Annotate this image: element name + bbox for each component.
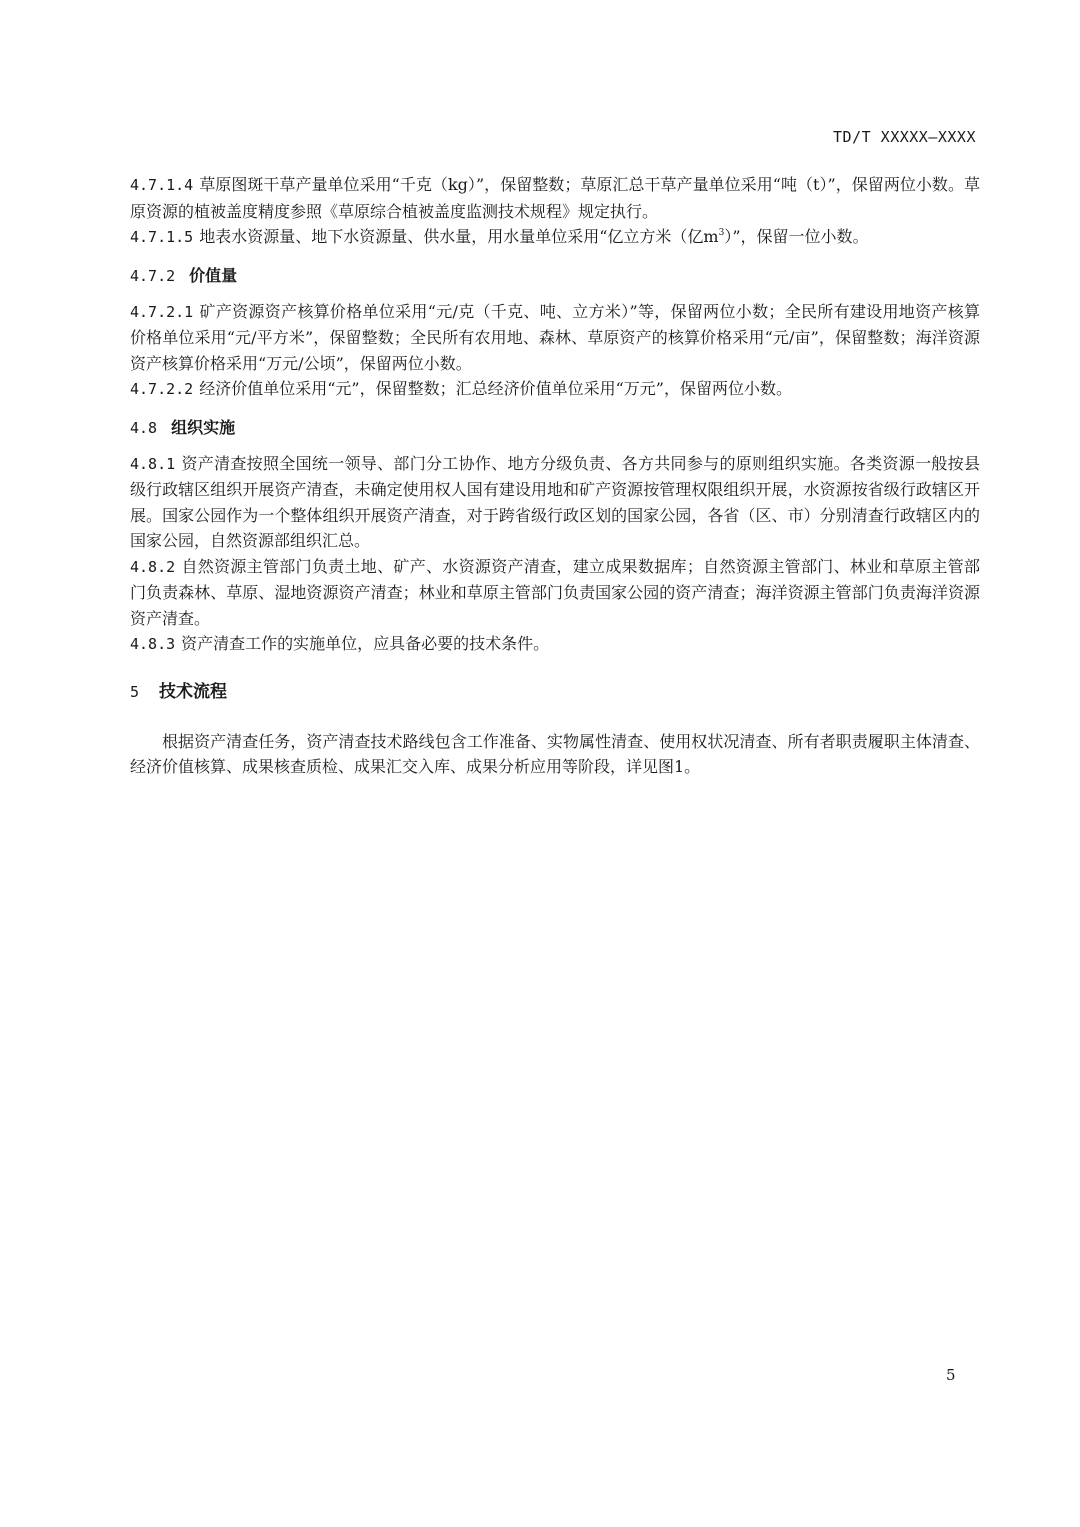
clause-4-7-2-1 <box>130 299 980 377</box>
document-body <box>130 172 980 780</box>
clause-4-8-3 <box>130 631 980 658</box>
clause-number: 4.7.1.4 <box>130 176 194 194</box>
clause-4-7-2-2 <box>130 376 980 403</box>
clause-text: 经济价值单位采用“元”，保留整数；汇总经济价值单位采用“万元”，保留两位小数。 <box>199 379 792 398</box>
clause-text: 资产清查按照全国统一领导、部门分工协作、地方分级负责、各方共同参与的原则组织实施。各类资源一般按县级行政辖区组织开展资产清查，未确定使用权人国有建设用地和矿产资源按管理权限组织开展，水资源按省级行政辖区开展。国家公园作为一个整体组织开展资产清查，对于跨省级行政区划的国家公园，各省（区、市）分别清查行政辖区内的国家公园，自然资源部组织汇总。 <box>130 453 980 550</box>
section-title: 组织实施 <box>171 417 236 437</box>
chapter-5-body: 根据资产清查任务，资产清查技术路线包含工作准备、实物属性清查、使用权状况清查、所有者职责履职主体清查、经济价值核算、成果核查质检、成果汇交入库、成果分析应用等阶段，详见图1。 <box>130 731 980 776</box>
clause-text: 矿产资源资产核算价格单位采用“元/克（千克、吨、立方米）”等，保留两位小数；全民所有建设用地资产核算价格单位采用“元/平方米”，保留整数；全民所有农用地、森林、草原资产的核算价格采用“元/亩”，保留整数；海洋资源资产核算价格采用“万元/公顷”，保留两位小数。 <box>130 301 980 373</box>
clause-4-8-1 <box>130 451 980 554</box>
clause-text: 自然资源主管部门负责土地、矿产、水资源资产清查，建立成果数据库；自然资源主管部门、林业和草原主管部门负责森林、草原、湿地资源资产清查；林业和草原主管部门负责国家公园的资产清查；海洋资源主管部门负责海洋资源资产清查。 <box>130 556 980 628</box>
clause-text: 资产清查工作的实施单位，应具备必要的技术条件。 <box>181 634 550 653</box>
clause-number: 4.7.2.2 <box>130 380 194 398</box>
clause-number: 4.8.1 <box>130 454 176 473</box>
clause-number: 4.7.1.5 <box>130 228 194 246</box>
page-number: 5 <box>946 1366 956 1384</box>
clause-number: 4.8.3 <box>130 635 176 653</box>
clause-4-7-1-5 <box>130 224 980 251</box>
clause-number: 4.8.2 <box>130 557 176 576</box>
section-heading-4-8 <box>130 415 980 441</box>
section-number: 4.8 <box>130 418 158 437</box>
clause-4-8-2 <box>130 554 980 632</box>
standard-code: TD/T XXXXX—XXXX <box>833 128 976 146</box>
clause-4-7-1-4 <box>130 172 980 224</box>
clause-number: 4.7.2.1 <box>130 302 194 321</box>
section-heading-4-7-2 <box>130 263 980 289</box>
chapter-title: 技术流程 <box>159 681 228 702</box>
section-number: 4.7.2 <box>130 266 176 285</box>
chapter-number: 5 <box>130 682 140 701</box>
clause-text: 地表水资源量、地下水资源量、供水量，用水量单位采用“亿立方米（亿m <box>199 227 719 246</box>
section-title: 价值量 <box>189 265 238 285</box>
clause-text-end: ）”，保留一位小数。 <box>724 227 869 246</box>
clause-text: 草原图斑干草产量单位采用“千克（kg）”，保留整数；草原汇总干草产量单位采用“吨（t）”，保留两位小数。草原资源的植被盖度精度参照《草原综合植被盖度监测技术规程》规定执行。 <box>130 175 980 221</box>
superscript-cubic: 3 <box>718 228 725 238</box>
chapter-heading-5 <box>130 680 980 705</box>
